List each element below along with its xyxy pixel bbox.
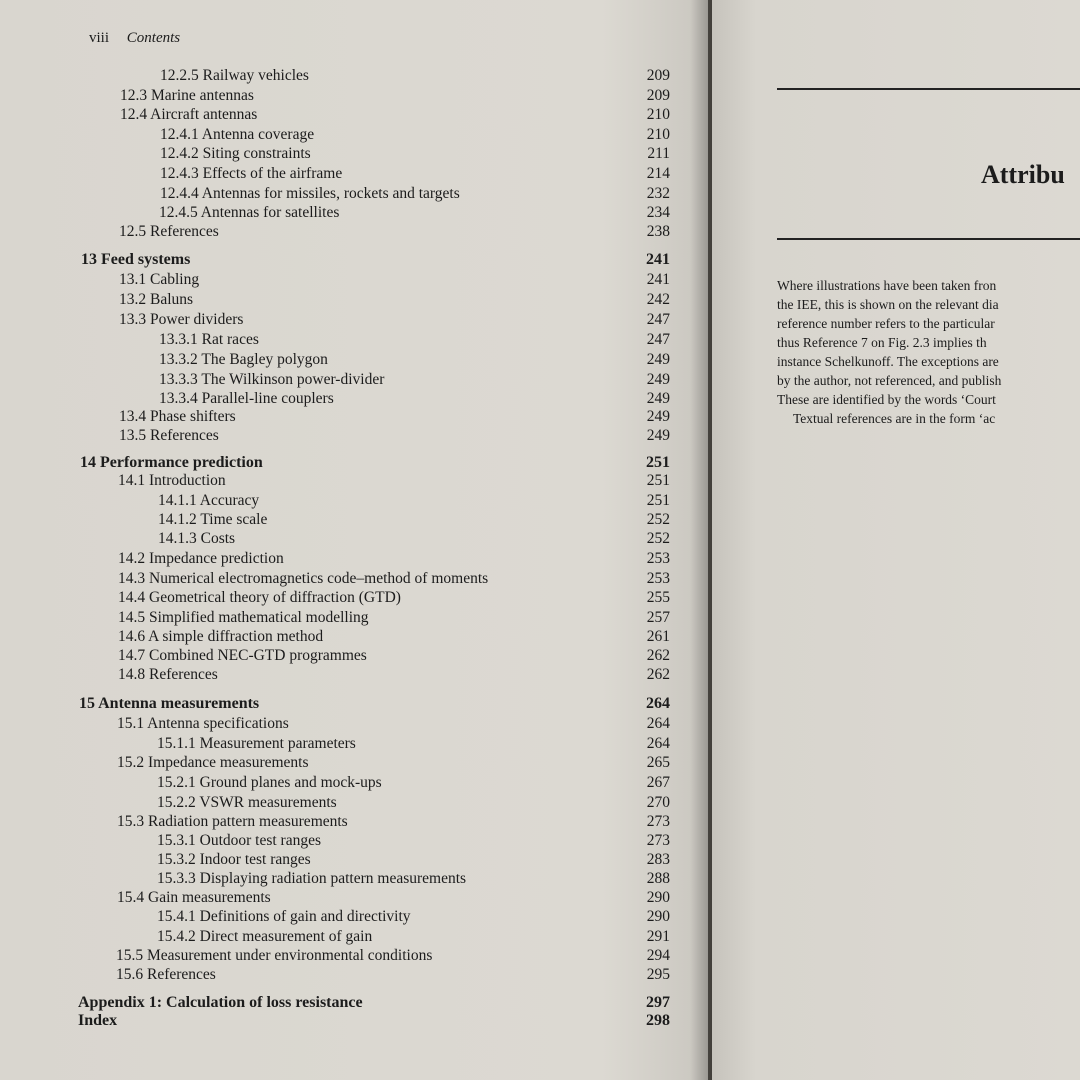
toc-entry-title: 13.3.3 The Wilkinson power-divider [159, 371, 385, 388]
toc-entry-title: 15.3.3 Displaying radiation pattern measurements [157, 870, 467, 887]
paragraph-line: by the author, not referenced, and publish [777, 373, 1002, 388]
toc-entry-page: 295 [646, 966, 670, 983]
toc-entry [159, 203, 670, 223]
toc-entry-title: 15.2.1 Ground planes and mock-ups [157, 774, 382, 791]
toc-entry [158, 491, 670, 511]
toc-entry-page: 253 [646, 550, 670, 567]
toc-entry-title: 14.1.2 Time scale [158, 511, 268, 528]
toc-entry [157, 831, 670, 851]
toc-entry-title: 14.5 Simplified mathematical modelling [118, 609, 369, 626]
toc-entry [160, 144, 670, 164]
paragraph-line: thus Reference 7 on Fig. 2.3 implies th [777, 335, 987, 350]
toc-entry [118, 627, 670, 647]
toc-entry [116, 965, 670, 985]
toc-entry-page: 251 [646, 492, 670, 509]
toc-entry-title: 13.1 Cabling [119, 271, 200, 288]
toc-entry [117, 812, 670, 832]
toc-entry-title: 15.4.1 Definitions of gain and directivity [157, 908, 411, 925]
toc-chapter-entry [78, 993, 670, 1013]
toc-entry-title: 15.2 Impedance measurements [117, 754, 309, 771]
toc-entry-page: 252 [646, 511, 670, 528]
toc-entry-page: 232 [646, 185, 670, 202]
toc-entry-title: 12.3 Marine antennas [120, 87, 254, 104]
toc-entry [159, 389, 670, 409]
toc-entry [159, 370, 670, 390]
toc-entry-page: 234 [646, 204, 670, 221]
toc-entry [157, 869, 670, 889]
toc-entry-title: 14.7 Combined NEC-GTD programmes [118, 647, 367, 664]
toc-entry-title: 14.3 Numerical electromagnetics code–method of moments [118, 570, 489, 587]
toc-entry [118, 646, 670, 666]
toc-entry-page: 210 [646, 126, 670, 143]
toc-entry-title: 14.1.1 Accuracy [158, 492, 260, 509]
toc-entry-title: 14.4 Geometrical theory of diffraction (GTD) [118, 589, 401, 606]
toc-entry-title: 13.3 Power dividers [119, 311, 244, 328]
toc-entry-page: 211 [647, 145, 670, 162]
page-number: viii [89, 30, 110, 46]
toc-entry [119, 270, 670, 290]
toc-entry-page: 261 [646, 628, 670, 645]
toc-entry-page: 270 [646, 794, 670, 811]
toc-chapter-entry [81, 250, 670, 270]
paragraph-line: instance Schelkunoff. The exceptions are [777, 354, 999, 369]
toc-entry-title: 14.2 Impedance prediction [118, 550, 284, 567]
toc-entry [120, 105, 670, 125]
toc-entry-title: 14.8 References [118, 666, 218, 683]
toc-entry-title: 15.4.2 Direct measurement of gain [157, 928, 373, 945]
toc-entry [118, 549, 670, 569]
section-heading: Attribu [981, 160, 1065, 189]
toc-entry [118, 608, 670, 628]
toc-entry-page: 257 [646, 609, 670, 626]
toc-entry-title: 12.4 Aircraft antennas [120, 106, 258, 123]
toc-entry-page: 241 [646, 271, 670, 288]
toc-entry [119, 310, 670, 330]
toc-entry-title: 13.4 Phase shifters [119, 408, 236, 425]
toc-entry-page: 255 [646, 589, 670, 606]
toc-entry-title: 13.2 Baluns [119, 291, 194, 308]
toc-entry [157, 734, 670, 754]
toc-entry [157, 850, 670, 870]
toc-entry-page: 283 [646, 851, 670, 868]
toc-entry-title: 15.1 Antenna specifications [117, 715, 289, 732]
toc-entry-page: 247 [646, 331, 670, 348]
toc-entry [157, 773, 670, 793]
paragraph-line: Textual references are in the form ‘ac [793, 411, 996, 426]
toc-entry-page: 264 [646, 735, 670, 752]
toc-entry [158, 510, 670, 530]
toc-entry [160, 66, 670, 86]
toc-entry-title: 14.1 Introduction [118, 472, 226, 489]
toc-entry-page: 297 [646, 994, 670, 1011]
toc-entry [158, 529, 670, 549]
toc-entry-page: 209 [646, 87, 670, 104]
toc-entry-title: 15.3.1 Outdoor test ranges [157, 832, 322, 849]
toc-entry [117, 753, 670, 773]
toc-entry-title: 15.6 References [116, 966, 216, 983]
toc-entry-title: 12.2.5 Railway vehicles [160, 67, 309, 84]
top-rule [777, 88, 1080, 90]
toc-entry-page: 264 [646, 695, 670, 712]
toc-entry-title: 14.6 A simple diffraction method [118, 628, 324, 645]
toc-entry-page: 214 [646, 165, 670, 182]
toc-entry-page: 249 [646, 371, 670, 388]
toc-entry-page: 249 [646, 408, 670, 425]
toc-entry [160, 125, 670, 145]
toc-entry-page: 288 [646, 870, 670, 887]
toc-entry-title: 12.5 References [119, 223, 219, 240]
toc-entry-page: 249 [646, 427, 670, 444]
toc-entry-title: 15.5 Measurement under environmental conditions [116, 947, 433, 964]
toc-entry-title: 15.1.1 Measurement parameters [157, 735, 356, 752]
toc-entry-title: 14 Performance prediction [80, 454, 263, 471]
toc-entry-title: 12.4.5 Antennas for satellites [159, 204, 340, 221]
toc-entry-page: 242 [646, 291, 670, 308]
toc-entry-title: 13.3.1 Rat races [159, 331, 259, 348]
toc-entry-title: 13.3.4 Parallel-line couplers [159, 390, 334, 407]
toc-entry-page: 251 [646, 472, 670, 489]
toc-chapter-entry [78, 1011, 670, 1031]
paragraph-line: These are identified by the words ‘Court [777, 392, 996, 407]
toc-entry-title: Index [78, 1012, 118, 1029]
toc-chapter-entry [79, 694, 670, 714]
running-title: Contents [126, 30, 181, 46]
toc-entry-page: 253 [646, 570, 670, 587]
toc-entry-title: 15.2.2 VSWR measurements [157, 794, 337, 811]
toc-entry [117, 714, 670, 734]
toc-entry-page: 264 [646, 715, 670, 732]
toc-entry-page: 290 [646, 889, 670, 906]
toc-entry-title: 13.3.2 The Bagley polygon [159, 351, 328, 368]
toc-entry [120, 86, 670, 106]
toc-entry-page: 209 [646, 67, 670, 84]
paragraph-line: reference number refers to the particular [777, 316, 995, 331]
toc-entry [157, 907, 670, 927]
toc-entry-page: 241 [646, 251, 670, 268]
toc-entry-title: 15.3 Radiation pattern measurements [117, 813, 348, 830]
toc-entry [160, 184, 670, 204]
toc-entry-title: 12.4.4 Antennas for missiles, rockets and targets [160, 185, 460, 202]
toc-entry-title: 12.4.1 Antenna coverage [160, 126, 315, 143]
toc-entry-page: 210 [646, 106, 670, 123]
toc-entry-page: 249 [646, 390, 670, 407]
toc-entry-page: 247 [646, 311, 670, 328]
toc-entry-page: 262 [646, 666, 670, 683]
toc-entry [119, 290, 670, 310]
toc-entry-title: 13.5 References [119, 427, 219, 444]
toc-entry [119, 222, 670, 242]
toc-entry [118, 665, 670, 685]
toc-entry [157, 927, 670, 947]
toc-entry [116, 946, 670, 966]
toc-entry-title: 14.1.3 Costs [158, 530, 236, 547]
toc-entry-page: 238 [646, 223, 670, 240]
toc-entry-page: 298 [646, 1012, 670, 1029]
toc-entry-page: 273 [646, 832, 670, 849]
toc-entry-page: 273 [646, 813, 670, 830]
attribution-paragraph [777, 276, 1080, 428]
toc-entry-page: 265 [646, 754, 670, 771]
toc-entry-page: 291 [646, 928, 670, 945]
right-page [712, 0, 1080, 1080]
toc-entry-page: 251 [646, 454, 670, 471]
toc-entry-title: 12.4.3 Effects of the airframe [160, 165, 343, 182]
toc-entry-page: 267 [646, 774, 670, 791]
toc-entry-page: 290 [646, 908, 670, 925]
toc-entry-page: 294 [646, 947, 670, 964]
toc-entry-title: 13 Feed systems [81, 251, 191, 268]
toc-entry-title: 15.4 Gain measurements [117, 889, 271, 906]
toc-entry-page: 252 [646, 530, 670, 547]
toc-entry [118, 569, 670, 589]
toc-chapter-entry [80, 453, 670, 473]
toc-entry-page: 249 [646, 351, 670, 368]
toc-entry [157, 793, 670, 813]
toc-entry [159, 350, 670, 370]
toc-entry-title: Appendix 1: Calculation of loss resistance [78, 994, 363, 1011]
toc-entry [159, 330, 670, 350]
bottom-rule [777, 238, 1080, 240]
toc-entry-title: 15 Antenna measurements [79, 695, 260, 712]
toc-entry [118, 471, 670, 491]
paragraph-line: the IEE, this is shown on the relevant dia [777, 297, 999, 312]
toc-entry [119, 407, 670, 427]
toc-entry-page: 262 [646, 647, 670, 664]
toc-entry [117, 888, 670, 908]
toc-entry [160, 164, 670, 184]
toc-entry [119, 426, 670, 446]
toc-entry [118, 588, 670, 608]
paragraph-line: Where illustrations have been taken fron [777, 278, 997, 293]
toc-entry-title: 15.3.2 Indoor test ranges [157, 851, 311, 868]
toc-entry-title: 12.4.2 Siting constraints [160, 145, 311, 162]
